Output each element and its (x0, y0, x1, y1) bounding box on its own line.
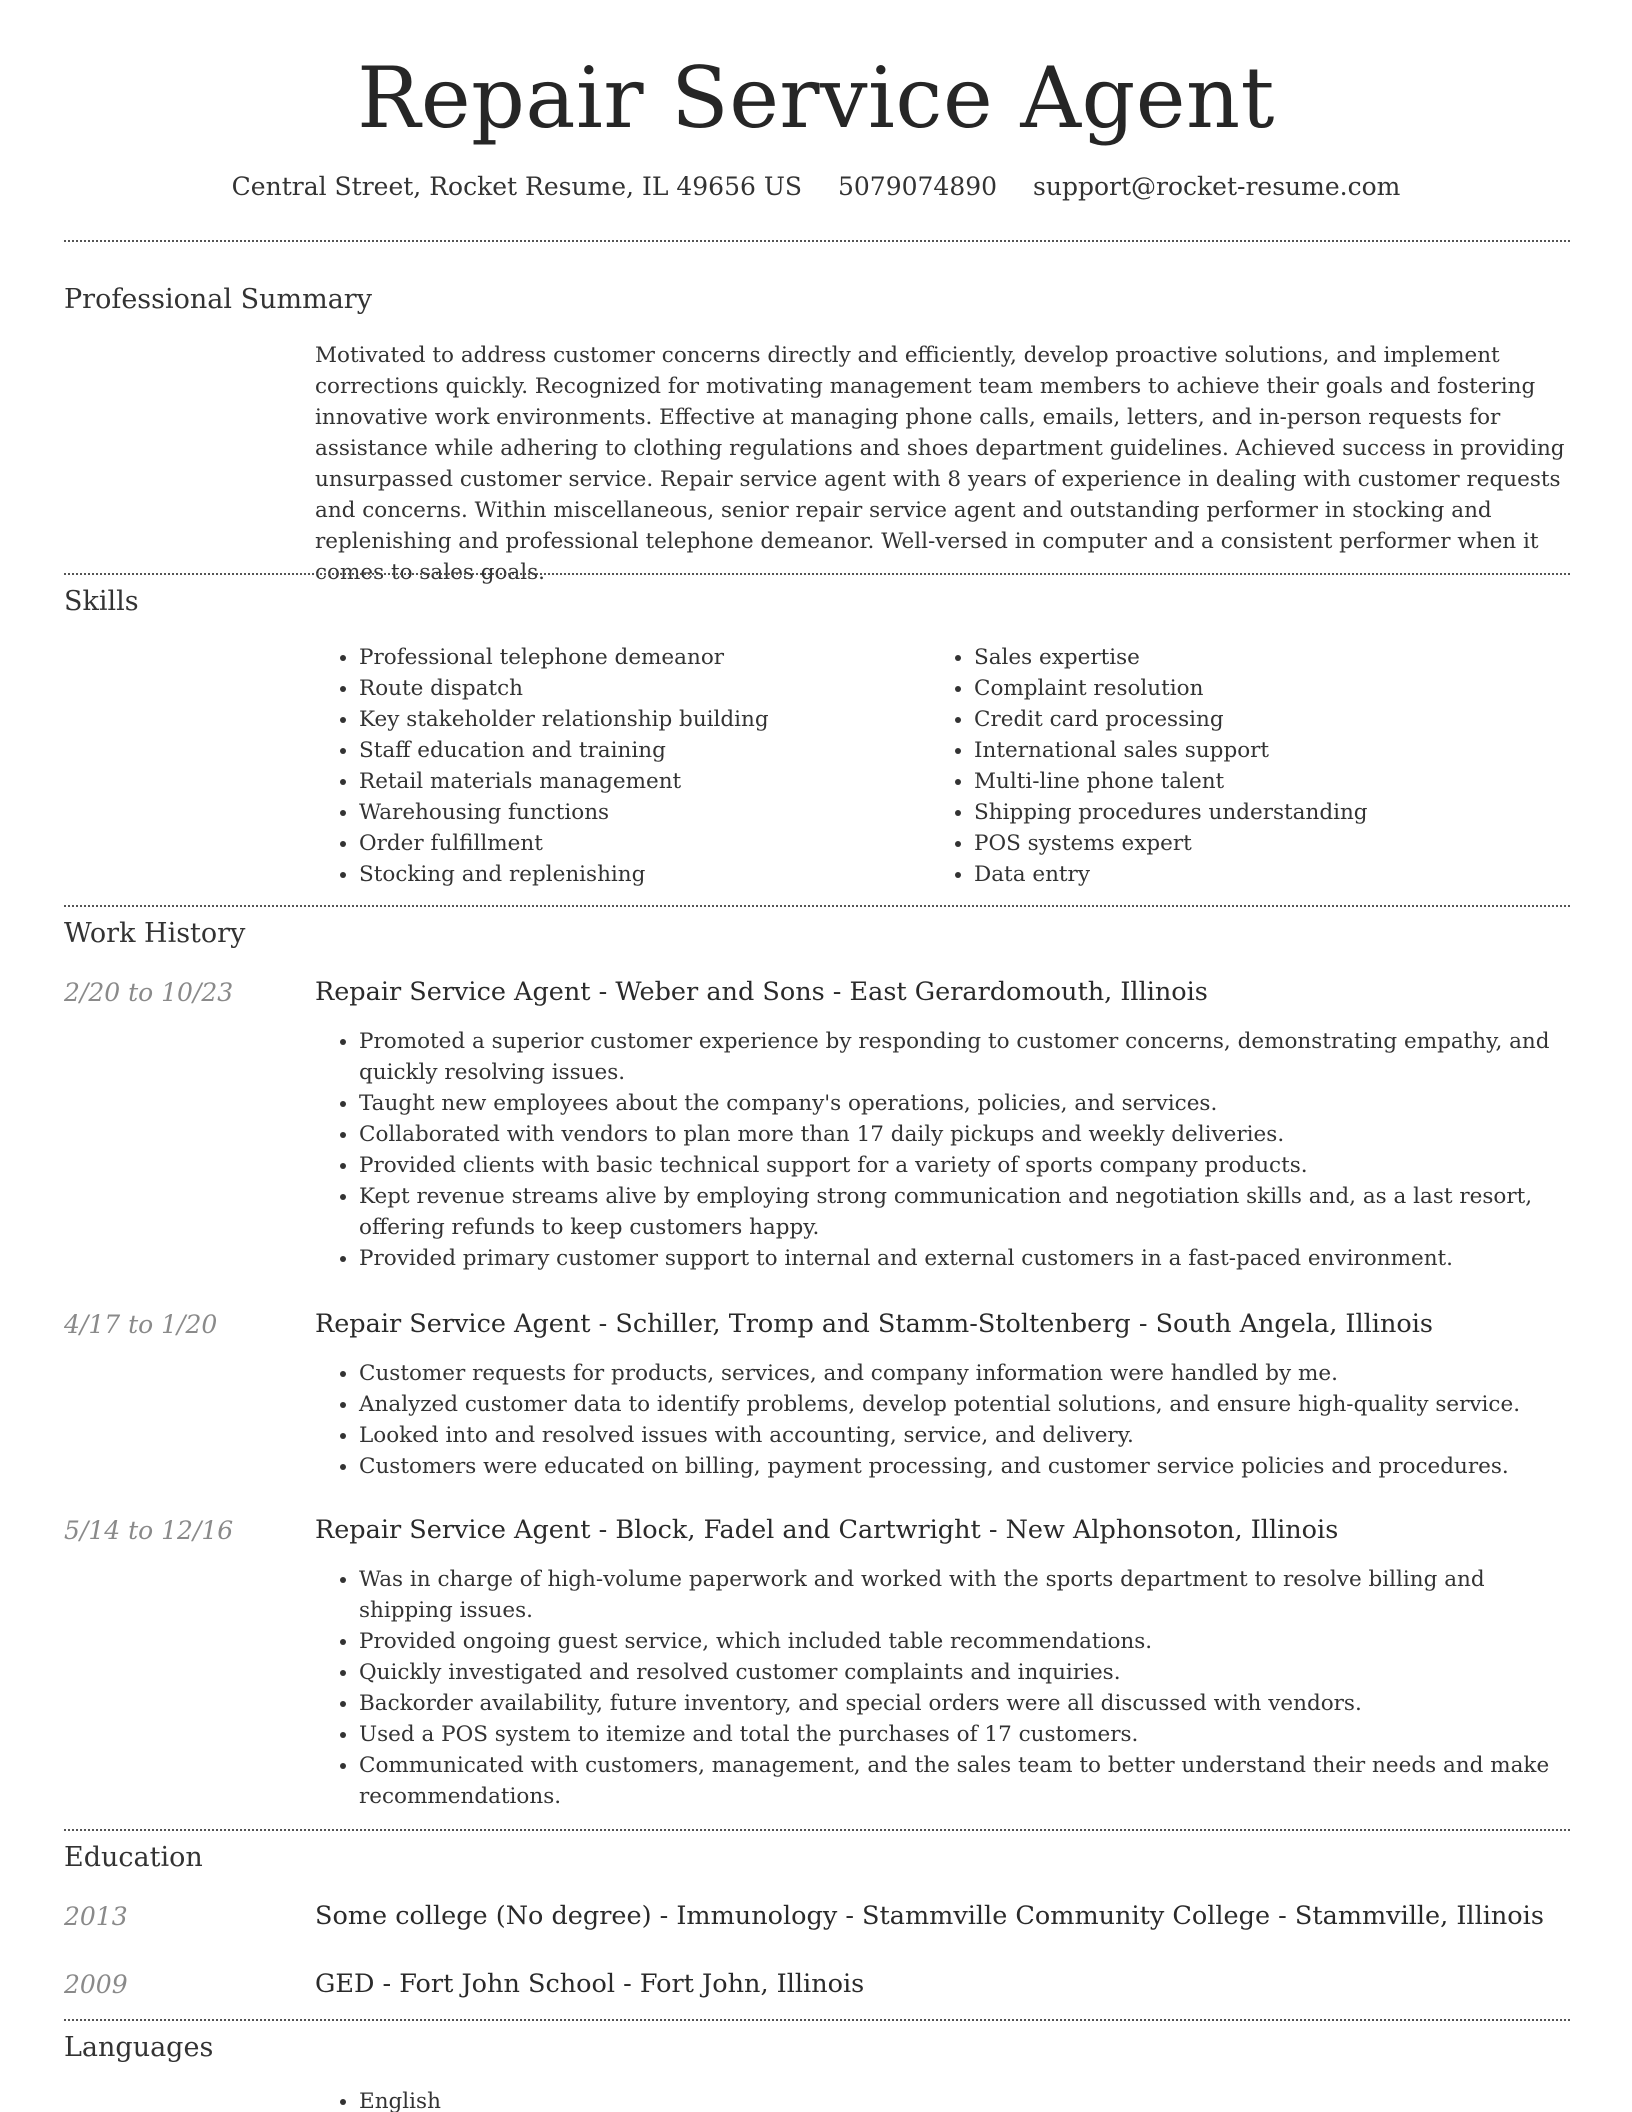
job-bullets (315, 1564, 1570, 1812)
job-dates: 2/20 to 10/23 (64, 978, 234, 1007)
skill-item: • International sales support (974, 735, 1545, 766)
skills-list (315, 642, 1570, 890)
skill-item: • Shipping procedures understanding (974, 797, 1545, 828)
job-bullet: • Provided clients with basic technical support for a variety of sports company products. (359, 1150, 1570, 1181)
phone-text: 5079074890 (838, 172, 998, 201)
job-bullet: • Backorder availability, future inventory, and special orders were all discussed with vendors. (359, 1688, 1570, 1719)
skills-column-right (930, 642, 1545, 890)
skill-item: • Data entry (974, 859, 1545, 890)
skill-item: • Stocking and replenishing (359, 859, 930, 890)
education-entry: Some college (No degree) - Immunology - Stammville Community College - Stammville, Illinois (315, 1901, 1544, 1931)
languages-heading: Languages (64, 2032, 214, 2063)
skill-item: • Retail materials management (359, 766, 930, 797)
skill-item: • Professional telephone demeanor (359, 642, 930, 673)
education-year: 2009 (64, 1970, 128, 1999)
skill-item: • Staff education and training (359, 735, 930, 766)
job-bullets (315, 1358, 1570, 1482)
language-item: • English (359, 2086, 1570, 2112)
job-bullet: • Provided primary customer support to internal and external customers in a fast-paced environment. (359, 1243, 1570, 1274)
skills-column-left (315, 642, 930, 890)
address-text: Central Street, Rocket Resume, IL 49656 US (231, 172, 803, 201)
job-bullet: • Promoted a superior customer experience by responding to customer concerns, demonstrating empathy, and quickly resolving issues. (359, 1026, 1570, 1088)
section-divider (64, 2019, 1570, 2021)
skills-heading: Skills (64, 586, 139, 617)
education-entry: GED - Fort John School - Fort John, Illinois (315, 1969, 865, 1999)
job-dates: 4/17 to 1/20 (64, 1310, 218, 1339)
job-title: Repair Service Agent - Weber and Sons - East Gerardomouth, Illinois (315, 977, 1208, 1007)
skill-item: • Sales expertise (974, 642, 1545, 673)
job-bullet: • Customer requests for products, services, and company information were handled by me. (359, 1358, 1570, 1389)
section-divider (64, 1829, 1570, 1831)
education-heading: Education (64, 1842, 203, 1873)
skill-item: • Route dispatch (359, 673, 930, 704)
section-divider (64, 905, 1570, 907)
job-bullet: • Taught new employees about the company's operations, policies, and services. (359, 1088, 1570, 1119)
job-bullet: • Customers were educated on billing, payment processing, and customer service policies and procedures. (359, 1451, 1570, 1482)
section-divider (64, 240, 1570, 242)
skill-item: • Key stakeholder relationship building (359, 704, 930, 735)
education-year: 2013 (64, 1902, 128, 1931)
job-bullet: • Looked into and resolved issues with accounting, service, and delivery. (359, 1420, 1570, 1451)
skill-item: • Complaint resolution (974, 673, 1545, 704)
skill-item: • POS systems expert (974, 828, 1545, 859)
job-bullet: • Provided ongoing guest service, which included table recommendations. (359, 1626, 1570, 1657)
summary-text: Motivated to address customer concerns directly and efficiently, develop proactive solutions, and implement corrections quickly. Recognized for motivating management team members to achieve their goals and fostering innovative work environments. Effective at managing phone calls, emails, letters, and in-person requests for assistance while adhering to clothing regulations and shoes department guidelines. Achieved success in providing unsurpassed customer service. Repair service agent with 8 years of experience in dealing with customer requests and concerns. Within miscellaneous, senior repair service agent and outstanding performer in stocking and replenishing and professional telephone demeanor. Well-versed in computer and a consistent performer when it comes to sales goals. (315, 343, 1565, 585)
languages-list (315, 2086, 1570, 2112)
section-divider (64, 573, 1570, 575)
summary-heading: Professional Summary (64, 284, 372, 315)
job-bullet: • Communicated with customers, management, and the sales team to better understand their needs and make recommendations. (359, 1750, 1570, 1812)
job-bullet: • Used a POS system to itemize and total the purchases of 17 customers. (359, 1719, 1570, 1750)
job-bullets (315, 1026, 1570, 1274)
job-bullet: • Kept revenue streams alive by employing strong communication and negotiation skills and, as a last resort, offering refunds to keep customers happy. (359, 1181, 1570, 1243)
email-text: support@rocket-resume.com (1033, 172, 1401, 201)
contact-line (0, 172, 1632, 201)
work-heading: Work History (64, 918, 246, 949)
skill-item: • Warehousing functions (359, 797, 930, 828)
job-dates: 5/14 to 12/16 (64, 1516, 234, 1545)
job-bullet: • Was in charge of high-volume paperwork and worked with the sports department to resolve billing and shipping issues. (359, 1564, 1570, 1626)
job-title: Repair Service Agent - Schiller, Tromp and Stamm-Stoltenberg - South Angela, Illinois (315, 1309, 1433, 1339)
job-bullet: • Analyzed customer data to identify problems, develop potential solutions, and ensure high-quality service. (359, 1389, 1570, 1420)
job-bullet: • Quickly investigated and resolved customer complaints and inquiries. (359, 1657, 1570, 1688)
resume-name: Repair Service Agent (357, 49, 1275, 147)
skill-item: • Order fulfillment (359, 828, 930, 859)
skill-item: • Multi-line phone talent (974, 766, 1545, 797)
job-title: Repair Service Agent - Block, Fadel and Cartwright - New Alphonsoton, Illinois (315, 1515, 1339, 1545)
skill-item: • Credit card processing (974, 704, 1545, 735)
job-bullet: • Collaborated with vendors to plan more than 17 daily pickups and weekly deliveries. (359, 1119, 1570, 1150)
